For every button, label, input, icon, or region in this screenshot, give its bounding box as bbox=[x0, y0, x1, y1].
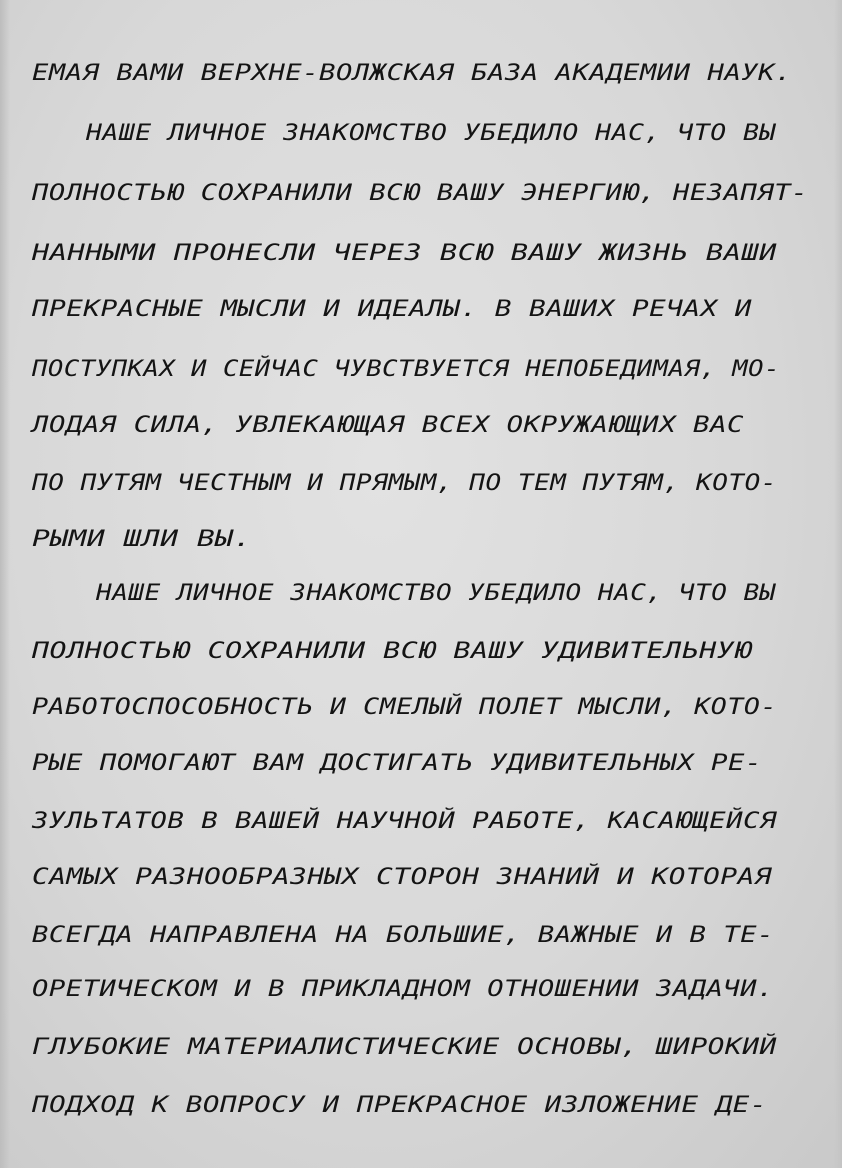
text-line-6: ПОСТУПКАХ И СЕЙЧАС ЧУВСТВУЕТСЯ НЕПОБЕДИМАЯ, МО- bbox=[32, 355, 780, 382]
text-line-12: РАБОТОСПОСОБНОСТЬ И СМЕЛЫЙ ПОЛЕТ МЫСЛИ, КОТО- bbox=[32, 693, 777, 720]
text-line-3: ПОЛНОСТЬЮ СОХРАНИЛИ ВСЮ ВАШУ ЭНЕРГИЮ, НЕЗАПЯТ- bbox=[32, 179, 808, 206]
text-line-4: НАННЫМИ ПРОНЕСЛИ ЧЕРЕЗ ВСЮ ВАШУ ЖИЗНЬ ВАШИ bbox=[32, 239, 777, 266]
text-line-10: НАШЕ ЛИЧНОЕ ЗНАКОМСТВО УБЕДИЛО НАС, ЧТО ВЫ bbox=[96, 579, 776, 606]
text-line-1: ЕМАЯ ВАМИ ВЕРХНЕ-ВОЛЖСКАЯ БАЗА АКАДЕМИИ НАУК. bbox=[32, 59, 792, 86]
text-line-11: ПОЛНОСТЬЮ СОХРАНИЛИ ВСЮ ВАШУ УДИВИТЕЛЬНУЮ bbox=[32, 637, 752, 664]
text-line-16: ВСЕГДА НАПРАВЛЕНА НА БОЛЬШИЕ, ВАЖНЫЕ И В ТЕ- bbox=[32, 921, 774, 948]
text-line-17: ОРЕТИЧЕСКОМ И В ПРИКЛАДНОМ ОТНОШЕНИИ ЗАДАЧИ. bbox=[32, 975, 774, 1002]
text-line-14: ЗУЛЬТАТОВ В ВАШЕЙ НАУЧНОЙ РАБОТЕ, КАСАЮЩЕЙСЯ bbox=[32, 807, 777, 834]
text-line-5: ПРЕКРАСНЫЕ МЫСЛИ И ИДЕАЛЫ. В ВАШИХ РЕЧАХ И bbox=[32, 295, 752, 322]
text-line-15: САМЫХ РАЗНООБРАЗНЫХ СТОРОН ЗНАНИЙ И КОТОРАЯ bbox=[32, 863, 772, 890]
text-line-7: ЛОДАЯ СИЛА, УВЛЕКАЮЩАЯ ВСЕХ ОКРУЖАЮЩИХ ВАС bbox=[32, 411, 744, 438]
text-line-8: ПО ПУТЯМ ЧЕСТНЫМ И ПРЯМЫМ, ПО ТЕМ ПУТЯМ, КОТО- bbox=[32, 469, 778, 496]
page-edge-shadow-left bbox=[0, 0, 10, 1168]
page-edge-shadow-right bbox=[834, 0, 842, 1168]
text-line-18: ГЛУБОКИЕ МАТЕРИАЛИСТИЧЕСКИЕ ОСНОВЫ, ШИРОКИЙ bbox=[32, 1033, 777, 1060]
text-line-2: НАШЕ ЛИЧНОЕ ЗНАКОМСТВО УБЕДИЛО НАС, ЧТО ВЫ bbox=[86, 119, 776, 146]
text-line-19: ПОДХОД К ВОПРОСУ И ПРЕКРАСНОЕ ИЗЛОЖЕНИЕ ДЕ- bbox=[32, 1091, 767, 1118]
text-line-13: РЫЕ ПОМОГАЮТ ВАМ ДОСТИГАТЬ УДИВИТЕЛЬНЫХ РЕ- bbox=[32, 749, 762, 776]
text-line-9: РЫМИ ШЛИ ВЫ. bbox=[32, 525, 252, 552]
